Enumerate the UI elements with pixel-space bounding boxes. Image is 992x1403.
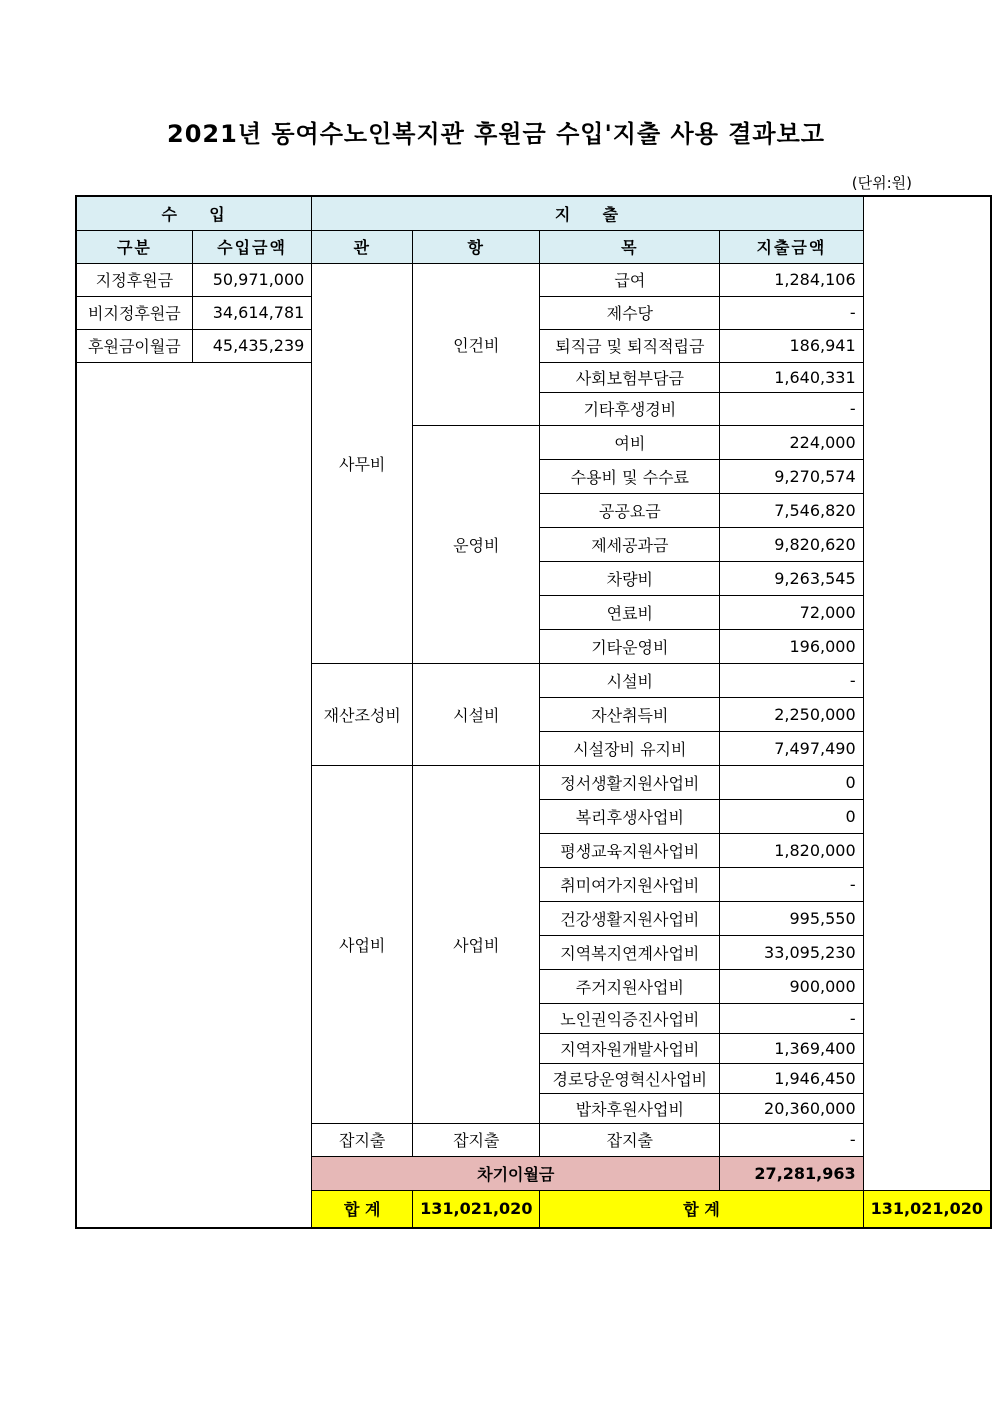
category-header: 구분 [76, 230, 192, 263]
income-empty-area [76, 362, 312, 1228]
mok-item: 연료비 [540, 595, 720, 629]
mok-amount: 0 [720, 765, 863, 799]
mok-item: 제세공과금 [540, 527, 720, 561]
carryover-amount: 27,281,963 [720, 1156, 863, 1190]
mok-amount: - [720, 392, 863, 425]
income-amount: 50,971,000 [192, 263, 312, 296]
gwan-saeopbi: 사업비 [312, 765, 413, 1123]
hang-saeopbi: 사업비 [413, 765, 540, 1123]
mok-item: 여비 [540, 425, 720, 459]
mok-amount: 196,000 [720, 629, 863, 663]
mok-item: 시설비 [540, 663, 720, 697]
income-label: 후원금이월금 [76, 329, 192, 362]
expense-total-label: 합 계 [540, 1190, 863, 1228]
income-label: 비지정후원금 [76, 296, 192, 329]
gwan-jaesan: 재산조성비 [312, 663, 413, 765]
mok-item: 퇴직금 및 퇴직적립금 [540, 329, 720, 362]
gwan-header: 관 [312, 230, 413, 263]
mok-item: 취미여가지원사업비 [540, 867, 720, 901]
mok-amount: 7,546,820 [720, 493, 863, 527]
hang-unyeongbi: 운영비 [413, 425, 540, 663]
unit-label: (단위:원) [851, 174, 912, 192]
expense-total-amount: 131,021,020 [863, 1190, 991, 1228]
mok-item: 주거지원사업비 [540, 969, 720, 1003]
expense-amount-header: 지출금액 [720, 230, 863, 263]
mok-item: 복리후생사업비 [540, 799, 720, 833]
mok-amount: 20,360,000 [720, 1093, 863, 1123]
mok-amount: - [720, 296, 863, 329]
mok-amount: 1,284,106 [720, 263, 863, 296]
mok-item: 건강생활지원사업비 [540, 901, 720, 935]
mok-item: 급여 [540, 263, 720, 296]
mok-amount: 900,000 [720, 969, 863, 1003]
hang-siseolbi: 시설비 [413, 663, 540, 765]
mok-header: 목 [540, 230, 720, 263]
mok-amount: 72,000 [720, 595, 863, 629]
mok-amount: 224,000 [720, 425, 863, 459]
income-total-amount: 131,021,020 [413, 1190, 540, 1228]
mok-amount: 2,250,000 [720, 697, 863, 731]
mok-amount: 33,095,230 [720, 935, 863, 969]
mok-item: 밥차후원사업비 [540, 1093, 720, 1123]
mok-amount: 1,369,400 [720, 1033, 863, 1063]
income-section-header: 수 입 [76, 196, 312, 230]
mok-item: 제수당 [540, 296, 720, 329]
report-table [75, 195, 992, 1229]
hang-header: 항 [413, 230, 540, 263]
income-total-label: 합 계 [312, 1190, 413, 1228]
mok-item: 경로당운영혁신사업비 [540, 1063, 720, 1093]
mok-amount: 9,270,574 [720, 459, 863, 493]
hang-ingeonbi: 인건비 [413, 263, 540, 425]
mok-item: 공공요금 [540, 493, 720, 527]
mok-item: 지역자원개발사업비 [540, 1033, 720, 1063]
hang-japjichul: 잡지출 [413, 1123, 540, 1156]
mok-item: 잡지출 [540, 1123, 720, 1156]
mok-amount: 1,946,450 [720, 1063, 863, 1093]
page-title: 2021년 동여수노인복지관 후원금 수입'지출 사용 결과보고 [167, 120, 825, 148]
mok-amount: - [720, 1123, 863, 1156]
income-amount: 45,435,239 [192, 329, 312, 362]
mok-item: 시설장비 유지비 [540, 731, 720, 765]
gwan-samubi: 사무비 [312, 263, 413, 663]
mok-amount: 186,941 [720, 329, 863, 362]
mok-amount: - [720, 1003, 863, 1033]
mok-item: 차량비 [540, 561, 720, 595]
mok-amount: 7,497,490 [720, 731, 863, 765]
mok-item: 사회보험부담금 [540, 362, 720, 392]
income-label: 지정후원금 [76, 263, 192, 296]
gwan-japjichul: 잡지출 [312, 1123, 413, 1156]
mok-amount: 1,820,000 [720, 833, 863, 867]
mok-item: 지역복지연계사업비 [540, 935, 720, 969]
mok-amount: 0 [720, 799, 863, 833]
income-amount: 34,614,781 [192, 296, 312, 329]
expense-section-header: 지 출 [312, 196, 863, 230]
mok-item: 기타후생경비 [540, 392, 720, 425]
mok-amount: - [720, 663, 863, 697]
mok-item: 기타운영비 [540, 629, 720, 663]
mok-item: 수용비 및 수수료 [540, 459, 720, 493]
mok-item: 노인권익증진사업비 [540, 1003, 720, 1033]
mok-amount: 9,263,545 [720, 561, 863, 595]
mok-item: 자산취득비 [540, 697, 720, 731]
mok-item: 평생교육지원사업비 [540, 833, 720, 867]
carryover-label: 차기이월금 [312, 1156, 720, 1190]
income-amount-header: 수입금액 [192, 230, 312, 263]
mok-amount: 9,820,620 [720, 527, 863, 561]
mok-item: 정서생활지원사업비 [540, 765, 720, 799]
mok-amount: - [720, 867, 863, 901]
mok-amount: 995,550 [720, 901, 863, 935]
mok-amount: 1,640,331 [720, 362, 863, 392]
